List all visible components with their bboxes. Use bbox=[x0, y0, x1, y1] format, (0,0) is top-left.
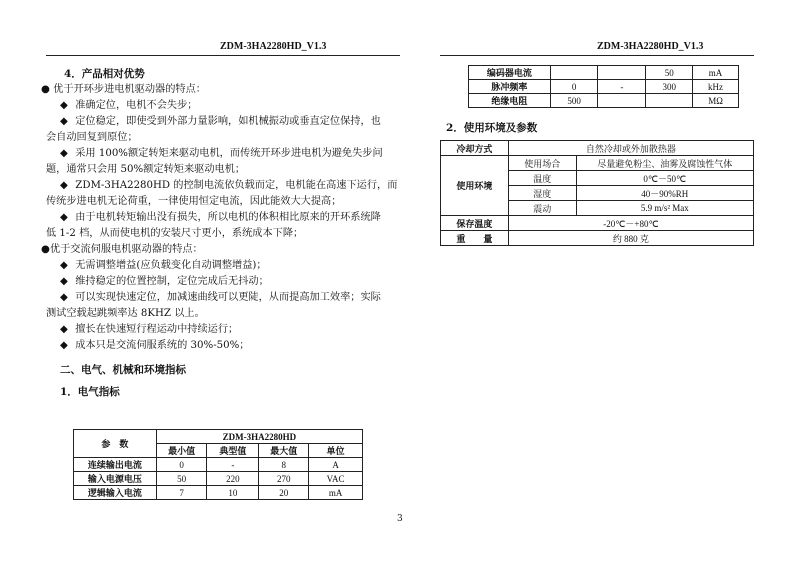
cell: -20℃－+80℃ bbox=[508, 216, 753, 231]
cell: - bbox=[598, 80, 646, 94]
cell: 0 bbox=[156, 458, 207, 472]
cell: 0℃－50℃ bbox=[576, 171, 753, 186]
diamond-icon: ◆ bbox=[60, 100, 68, 111]
diamond-icon: ◆ bbox=[60, 340, 68, 351]
cell: 7 bbox=[156, 486, 207, 500]
section4-title: 4．产品相对优势 bbox=[64, 68, 145, 80]
list-item-continued: 传统步进电机无论荷重，一律使用恒定电流，因此能效大大提高； bbox=[46, 196, 342, 207]
cell: 500 bbox=[550, 94, 598, 108]
header-left: ZDM-3HA2280HD_V1.3 bbox=[220, 41, 327, 52]
header-divider-right bbox=[440, 55, 754, 56]
sub2-title: 2．使用环境及参数 bbox=[446, 122, 538, 134]
left-column bbox=[41, 66, 398, 400]
row-label: 绝缘电阻 bbox=[469, 94, 551, 108]
cell bbox=[598, 66, 646, 80]
cell: - bbox=[207, 458, 259, 472]
table-row bbox=[441, 216, 754, 231]
table-row bbox=[441, 231, 754, 246]
diamond-icon: ◆ bbox=[60, 324, 68, 335]
cell bbox=[598, 94, 646, 108]
cell: A bbox=[309, 458, 363, 472]
cell: mA bbox=[309, 486, 363, 500]
diamond-icon: ◆ bbox=[60, 276, 68, 287]
list-item: ◆ 准确定位，电机不会失步； bbox=[46, 98, 398, 114]
table-row bbox=[441, 156, 754, 171]
list-item: ◆ 维持稳定的位置控制，定位完成后无抖动； bbox=[46, 274, 398, 290]
cell: 40－90%RH bbox=[576, 186, 753, 201]
cell bbox=[550, 66, 598, 80]
diamond-icon: ◆ bbox=[60, 180, 68, 191]
cell: 温度 bbox=[508, 171, 576, 186]
cell: 使用场合 bbox=[508, 156, 576, 171]
cell: mA bbox=[693, 66, 739, 80]
list-item-continued: 测试空载起跳频率达 8KHZ 以上。 bbox=[46, 308, 205, 319]
table-row bbox=[469, 80, 739, 94]
list-item: ◆ 采用 100%额定转矩来驱动电机，而传统开环步进电机为避免失步问 bbox=[46, 146, 398, 162]
bullet-icon: ● bbox=[41, 244, 50, 255]
cell: 50 bbox=[156, 472, 207, 486]
cell: 300 bbox=[646, 80, 693, 94]
list-item-continued: 会自动回复到原位； bbox=[46, 132, 138, 143]
diamond-icon: ◆ bbox=[60, 292, 68, 303]
sub1-title: 1．电气指标 bbox=[60, 386, 120, 398]
col-header: 单位 bbox=[309, 444, 363, 458]
row-label: 使用环境 bbox=[441, 156, 509, 216]
row-label: 保存温度 bbox=[441, 216, 509, 231]
col-header: 最大值 bbox=[259, 444, 309, 458]
cell bbox=[646, 94, 693, 108]
cell: 约 880 克 bbox=[508, 231, 753, 246]
row-label: 编码器电流 bbox=[469, 66, 551, 80]
table-row bbox=[74, 486, 363, 500]
electrical-spec-table bbox=[73, 429, 363, 500]
cell: 5.9 m/s² Max bbox=[576, 201, 753, 216]
list-item: ◆ 无需调整增益(应负载变化自动调整增益)； bbox=[46, 258, 398, 274]
stepper-intro: ● 优于开环步进电机驱动器的特点： bbox=[41, 84, 206, 95]
row-label: 脉冲频率 bbox=[469, 80, 551, 94]
table-row bbox=[469, 66, 739, 80]
col-header: 典型值 bbox=[207, 444, 259, 458]
bullet-icon: ● bbox=[41, 84, 50, 95]
electrical-spec-table-continued bbox=[468, 65, 739, 108]
header-right: ZDM-3HA2280HD_V1.3 bbox=[597, 41, 704, 52]
list-item-continued: 低 1-2 档，从而使电机的安装尺寸更小，系统成本下降； bbox=[46, 228, 304, 239]
cell: 20 bbox=[259, 486, 309, 500]
cell: 震动 bbox=[508, 201, 576, 216]
row-label: 冷却方式 bbox=[441, 141, 509, 156]
row-label: 逻辑输入电流 bbox=[74, 486, 157, 500]
list-item-continued: 题，通常只会用 50%额定转矩来驱动电机； bbox=[46, 164, 246, 175]
list-item: ◆ 定位稳定，即使受到外部力量影响，如机械振动或垂直定位保持，也 bbox=[46, 114, 398, 130]
cell: 220 bbox=[207, 472, 259, 486]
cell: 8 bbox=[259, 458, 309, 472]
row-label: 连续输出电流 bbox=[74, 458, 157, 472]
cell: 尽量避免粉尘、油雾及腐蚀性气体 bbox=[576, 156, 753, 171]
list-item: ◆ 由于电机转矩输出没有损失，所以电机的体积相比原来的开环系统降 bbox=[46, 210, 398, 226]
col-header: 最小值 bbox=[156, 444, 207, 458]
cell: 0 bbox=[550, 80, 598, 94]
list-item: ◆ 可以实现快速定位，加减速曲线可以更陡，从而提高加工效率；实际 bbox=[46, 290, 398, 306]
row-label: 输入电源电压 bbox=[74, 472, 157, 486]
cell: VAC bbox=[309, 472, 363, 486]
cell: 自然冷却或外加散热器 bbox=[508, 141, 753, 156]
cell: 湿度 bbox=[508, 186, 576, 201]
diamond-icon: ◆ bbox=[60, 148, 68, 159]
cell: MΩ bbox=[693, 94, 739, 108]
row-label: 重 量 bbox=[441, 231, 509, 246]
environment-table bbox=[440, 140, 754, 246]
header-divider-left bbox=[46, 55, 400, 56]
model-header: ZDM-3HA2280HD bbox=[156, 430, 362, 444]
page-number: 3 bbox=[397, 514, 403, 524]
diamond-icon: ◆ bbox=[60, 212, 68, 223]
servo-intro: ●优于交流伺服电机驱动器的特点： bbox=[41, 244, 203, 255]
list-item: ◆ 成本只是交流伺服系统的 30%-50%； bbox=[46, 338, 398, 354]
section2-title: 二、电气、机械和环境指标 bbox=[60, 364, 186, 376]
table-row bbox=[441, 141, 754, 156]
cell: kHz bbox=[693, 80, 739, 94]
diamond-icon: ◆ bbox=[60, 260, 68, 271]
cell: 10 bbox=[207, 486, 259, 500]
cell: 270 bbox=[259, 472, 309, 486]
param-header: 参 数 bbox=[74, 430, 157, 458]
cell: 50 bbox=[646, 66, 693, 80]
table-row bbox=[74, 472, 363, 486]
table-row bbox=[74, 458, 363, 472]
diamond-icon: ◆ bbox=[60, 116, 68, 127]
list-item: ◆ ZDM-3HA2280HD 的控制电流依负载而定，电机能在高速下运行，而 bbox=[46, 178, 398, 194]
list-item: ◆ 擅长在快速短行程运动中持续运行； bbox=[46, 322, 398, 338]
table-row bbox=[469, 94, 739, 108]
